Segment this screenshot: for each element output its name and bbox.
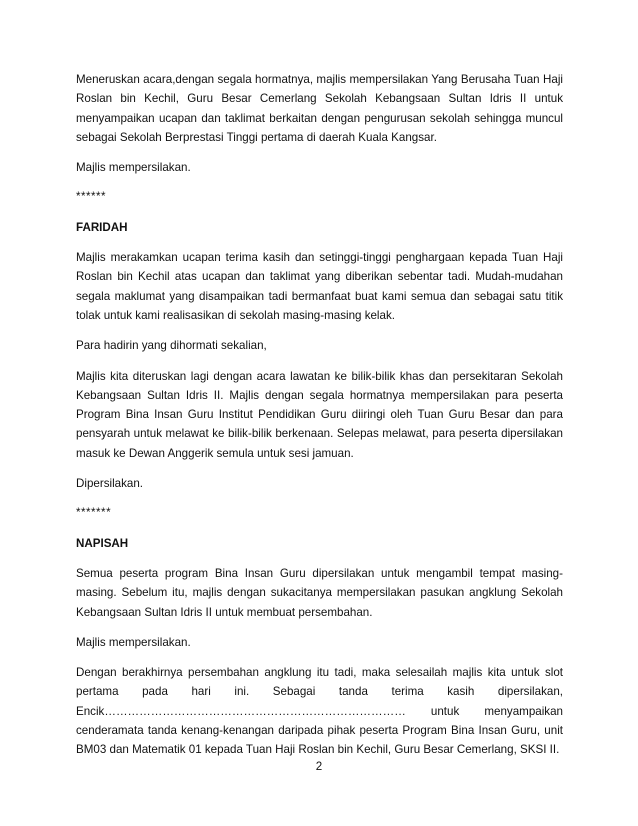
speaker-heading-napisah: NAPISAH [76, 536, 129, 550]
paragraph-thanks: Majlis merakamkan ucapan terima kasih dan setinggi-tinggi penghargaan kepada Tuan Haji Roslan bin Kechil atas ucapan dan taklimat yang diberikan sebentar tadi. Mudah-mudahan segala maklumat yang disampaikan tadi bermanfaat buat kami semua dan sebagai satu titik tolak untuk kami realisasikan di sekolah masing-masing kelak. [76, 251, 563, 322]
paragraph-opening: Meneruskan acara,dengan segala hormatnya, majlis mempersilakan Yang Berusaha Tuan Haji Roslan bin Kechil, Guru Besar Cemerlang Sekolah Kebangsaan Sultan Idris II untuk menyampaikan ucapan dan taklimat berkaitan dengan pengurusan sekolah sehingga muncul sebagai Sekolah Berprestasi Tinggi pertama di daerah Kuala Kangsar. [76, 73, 563, 144]
paragraph-invitation: Majlis mempersilakan. [76, 161, 191, 175]
paragraph-greeting: Para hadirin yang dihormati sekalian, [76, 339, 267, 353]
section-separator: ****** [76, 190, 107, 204]
paragraph-closing: Dengan berakhirnya persembahan angklung itu tadi, maka selesailah majlis kita untuk slot pertama pada hari ini. Sebagai tanda terima kasih dipersilakan, Encik…………………………………………………………………… untuk menyampaikan cenderamata tanda kenang-kenangan daripada pihak peserta Program Bina Insan Guru, unit BM03 dan Matematik 01 kepada Tuan Haji Roslan bin Kechil, Guru Besar Cemerlang, SKSI II. [76, 666, 563, 757]
paragraph-invited: Dipersilakan. [76, 477, 144, 491]
section-separator: ******* [76, 506, 112, 520]
page-number: 2 [315, 760, 323, 773]
document-page [76, 70, 563, 771]
paragraph-visit: Majlis kita diteruskan lagi dengan acara lawatan ke bilik-bilik khas dan persekitaran Sekolah Kebangsaan Sultan Idris II. Majlis dengan segala hormatnya mempersilakan para peserta Program Bina Insan Guru Institut Pendidikan Guru diiringi oleh Tuan Guru Besar dan para pensyarah untuk melawat ke bilik-bilik berkenaan. Selepas melawat, para peserta dipersilakan masuk ke Dewan Anggerik semula untuk sesi jamuan. [76, 369, 563, 460]
paragraph-invitation-2: Majlis mempersilakan. [76, 635, 191, 649]
paragraph-angklung: Semua peserta program Bina Insan Guru dipersilakan untuk mengambil tempat masing-masing. Sebelum itu, majlis dengan sukacitanya mempersilakan pasukan angklung Sekolah Kebangsaan Sultan Idris II untuk membuat persembahan. [76, 566, 563, 619]
speaker-heading-faridah: FARIDAH [76, 220, 128, 234]
